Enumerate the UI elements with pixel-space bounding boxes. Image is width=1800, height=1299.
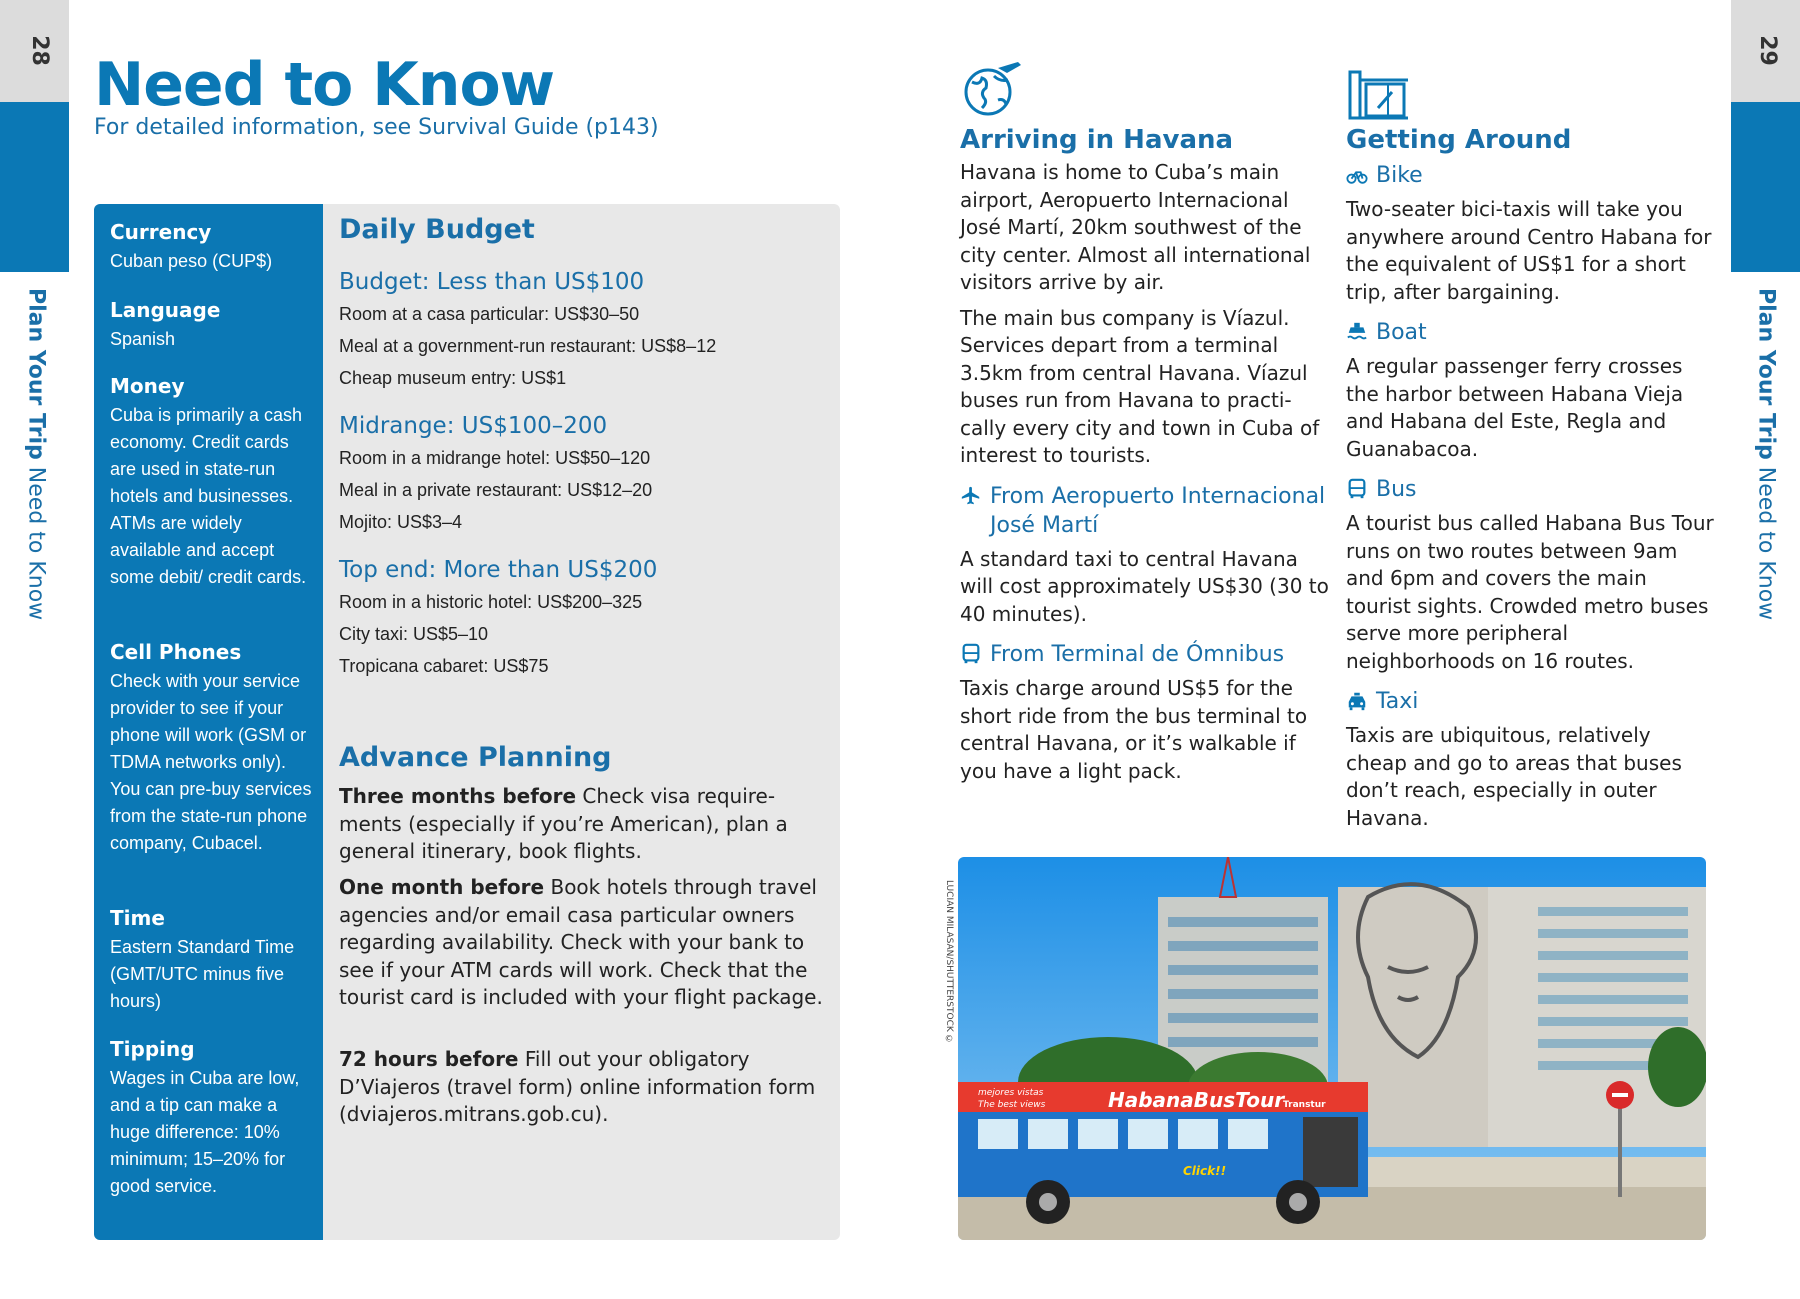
bus-icon: [960, 643, 982, 665]
fact-heading: Language: [110, 298, 221, 322]
mode-title: Boat: [1376, 320, 1427, 345]
budget-item: Cheap museum entry: US$1: [339, 368, 567, 388]
fact-text: Check with your service provider to see if your phone will work (GSM or TDMA networks only). You can pre-buy services from the state-run phone company, Cubacel.: [110, 671, 312, 853]
fact-language: [110, 298, 315, 353]
transit-stop-icon: [1348, 70, 1410, 120]
advance-planning-heading: Advance Planning: [339, 742, 612, 773]
side-label-light: Need to Know: [1753, 466, 1779, 621]
info-box: [94, 204, 840, 1240]
fact-heading: Cell Phones: [110, 640, 242, 664]
fact-cell-phones: [110, 640, 315, 857]
mode-heading: [1346, 687, 1716, 716]
planning-entry: [339, 874, 829, 1012]
planning-lead: Three months before: [339, 784, 577, 808]
fact-time: [110, 906, 315, 1015]
mode-heading: [1346, 161, 1716, 190]
globe-plane-icon: [962, 56, 1024, 118]
from-terminal-title: From Terminal de Ómnibus: [990, 642, 1285, 667]
left-page-tab-accent: [0, 102, 69, 272]
planning-entry: [339, 783, 829, 866]
fact-tipping: [110, 1037, 315, 1200]
bus-brand-text: Transtur: [1283, 1100, 1326, 1110]
budget-item: City taxi: US$5–10: [339, 624, 489, 644]
mode-title: Taxi: [1376, 689, 1419, 714]
budget-item: Mojito: US$3–4: [339, 512, 463, 532]
fact-heading: Time: [110, 906, 165, 930]
page-number-left: 28: [26, 35, 52, 66]
fact-heading: Money: [110, 374, 185, 398]
fact-text: Wages in Cuba are low, and a tip can make a huge difference: 10% minimum; 15–20% for good service.: [110, 1068, 300, 1196]
side-label-bold: Plan Your Trip: [23, 288, 49, 460]
fact-text: Cuban peso (CUP$): [110, 251, 273, 271]
fact-text: Cuba is primarily a cash economy. Credit cards are used in state-run hotels and businesses. ATMs are widely available and accept some debit/ credit cards.: [110, 405, 307, 587]
planning-text: Check visa require-ments (especially if you’re American), plan a general itinerary, book flights.: [339, 784, 788, 863]
budget-item: Meal at a government-run restaurant: US$8–12: [339, 336, 717, 356]
planning-entry: [339, 1046, 829, 1129]
bus-slogan-2: The best views: [978, 1100, 1046, 1110]
getting-around-section: [1346, 125, 1716, 832]
fact-text: Eastern Standard Time (GMT/UTC minus five hours): [110, 937, 295, 1011]
mode-text: Two-seater bici-taxis will take you anywhere around Centro Habana for the equivalent of US$1 for a short trip, after bargaining.: [1346, 197, 1712, 304]
bus-click-text: Click!!: [1183, 1164, 1227, 1178]
from-terminal-text: Taxis charge around US$5 for the short ride from the bus terminal to central Havana, or it’s walkable if you have a light pack.: [960, 676, 1308, 783]
bus-sign-text: HabanaBusTour: [1108, 1088, 1285, 1112]
arriving-heading: Arriving in Havana: [960, 125, 1234, 155]
side-label-bold: Plan Your Trip: [1753, 288, 1779, 460]
right-page-tab-accent: [1731, 102, 1800, 272]
arriving-paragraph: The main bus company is Víazul. Services depart from a terminal 3.5km from central Havana. Víazul buses run from Havana to practi-cally every city and town in Cuba of interest to tourists.: [960, 305, 1320, 467]
planning-lead: 72 hours before: [339, 1047, 519, 1071]
budget-item: Tropicana cabaret: US$75: [339, 656, 549, 676]
mode-heading: [1346, 318, 1716, 347]
mode-text: Taxis are ubiquitous, relatively cheap and go to areas that buses don’t reach, especially in outer Havana.: [1346, 723, 1682, 830]
from-airport-text: A standard taxi to central Havana will cost approximately US$30 (30 to 40 minutes).: [960, 546, 1329, 626]
side-label-light: Need to Know: [23, 466, 49, 621]
photo-credit: LUCIAN MILASAN/SHUTTERSTOCK ©: [944, 880, 954, 1045]
budget-item: Meal in a private restaurant: US$12–20: [339, 480, 653, 500]
budget-tier-title: Midrange: US$100–200: [339, 413, 608, 439]
fact-heading: Tipping: [110, 1037, 195, 1061]
arriving-paragraph: Havana is home to Cuba’s main airport, Aeropuerto Internacional José Martí, 20km southwest of the city center. Almost all international visitors arrive by air.: [960, 160, 1311, 294]
fact-text: Spanish: [110, 329, 176, 349]
from-airport-title: From Aeropuerto Internacional José Martí: [990, 483, 1326, 538]
facts-column: [94, 204, 323, 1240]
budget-item: Room in a midrange hotel: US$50–120: [339, 448, 651, 468]
planning-text: Book hotels through travel agencies and/or email casa particular owners regarding availability. Check with your bank to see if your ATM cards will work. Check that the tourist card is included with your flight package.: [339, 875, 823, 1009]
bus-icon: [1346, 478, 1368, 500]
page-title: Need to Know: [94, 50, 555, 120]
mode-text: A tourist bus called Habana Bus Tour runs on two routes between 9am and 6pm and covers the main tourist sights. Crowded metro buses serve more peripheral neighborhoods on 16 routes.: [1346, 511, 1714, 673]
getting-around-heading: Getting Around: [1346, 125, 1572, 155]
budget-tier-title: Top end: More than US$200: [339, 557, 658, 583]
mode-heading: [1346, 475, 1716, 504]
mode-title: Bus: [1376, 477, 1417, 502]
bike-icon: [1346, 164, 1368, 186]
photo-illustration: [958, 857, 1706, 1240]
budget-item: Room at a casa particular: US$30–50: [339, 304, 640, 324]
daily-budget-heading: Daily Budget: [339, 214, 535, 245]
from-terminal-heading: [960, 640, 1330, 669]
fact-heading: Currency: [110, 220, 212, 244]
taxi-icon: [1346, 690, 1368, 712]
mode-title: Bike: [1376, 163, 1423, 188]
budget-tier-title: Budget: Less than US$100: [339, 269, 645, 295]
havana-bus-photo: [958, 857, 1706, 1240]
fact-money: [110, 374, 315, 591]
page-subtitle: For detailed information, see Survival Guide (p143): [94, 115, 659, 140]
airplane-icon: [960, 485, 982, 507]
planning-text: Fill out your obligatory D’Viajeros (travel form) online information form (dviajeros.mitrans.gob.cu).: [339, 1047, 816, 1126]
right-side-label: [1754, 288, 1779, 620]
budget-item: Room in a historic hotel: US$200–325: [339, 592, 643, 612]
fact-currency: [110, 220, 315, 275]
page-number-right: 29: [1754, 35, 1780, 66]
mode-text: A regular passenger ferry crosses the harbor between Habana Vieja and Habana del Este, Regla and Guanabacoa.: [1346, 354, 1684, 461]
bus-slogan-1: mejores vistas: [978, 1088, 1044, 1098]
from-airport-heading: [960, 482, 1330, 540]
arriving-section: [960, 125, 1330, 785]
planning-lead: One month before: [339, 875, 545, 899]
boat-icon: [1346, 321, 1368, 343]
left-side-label: [24, 288, 49, 620]
